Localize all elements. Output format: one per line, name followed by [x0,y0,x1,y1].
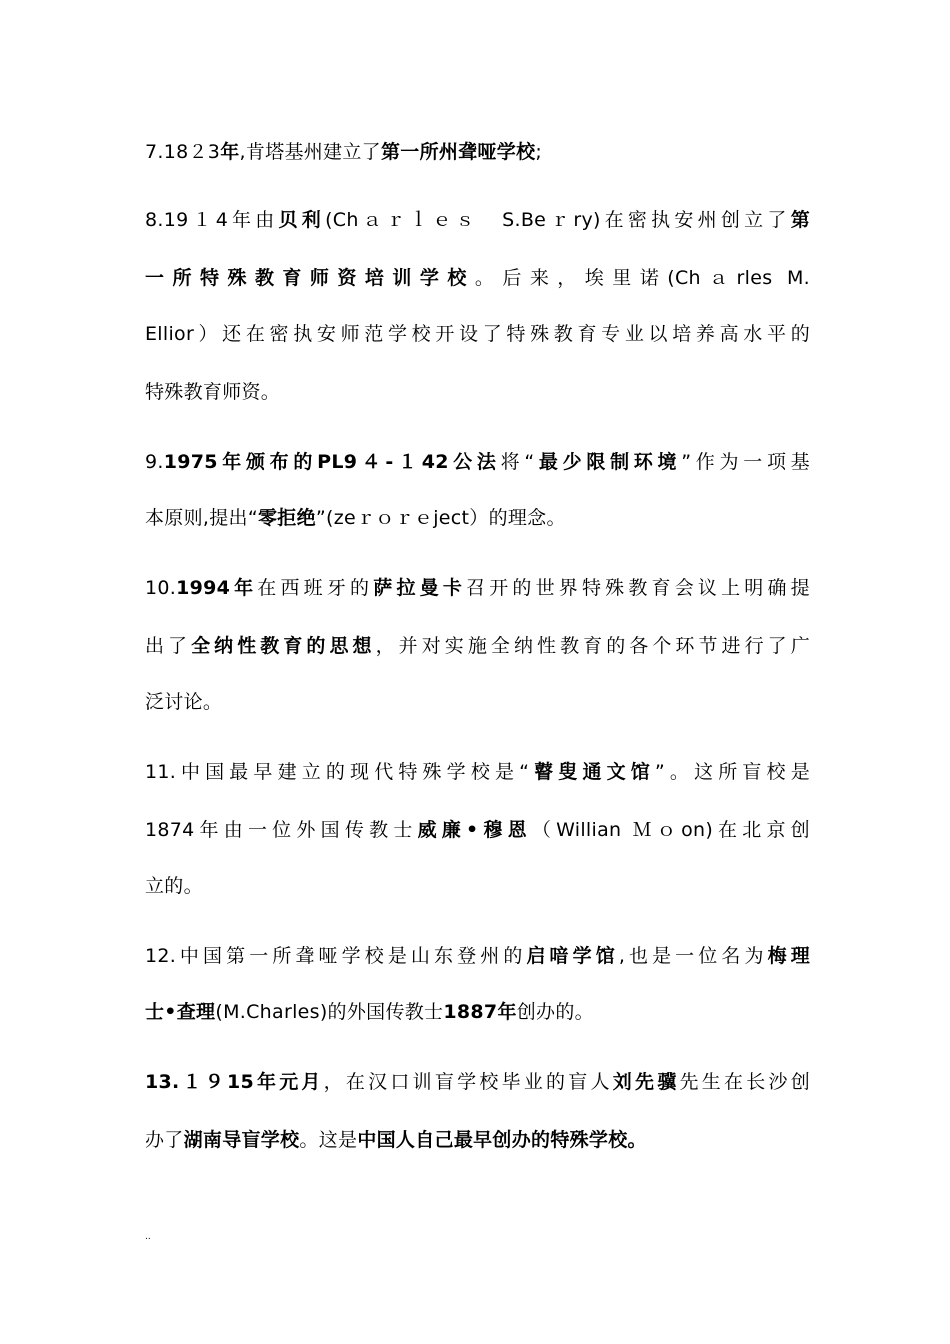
text-line [145,576,810,600]
bold-text-segment: 湖南导盲学校 [183,1129,300,1151]
text-line [145,380,810,404]
bold-text-segment: 第 [790,209,810,231]
text-line [145,760,810,784]
text-segment: ，在汉口训盲学校毕业的盲人 [323,1071,613,1093]
bold-text-segment: 13.１９15年元月 [145,1071,324,1093]
text-segment: (M.Charles)的外国传教士 [215,1001,444,1023]
text-segment: 11.中国最早建立的现代特殊学校是“ [145,761,530,783]
page-footer-mark: .. [145,1232,151,1242]
bold-text-segment: 威廉•穆恩 [417,819,532,841]
text-segment: 特殊教育师资。 [145,381,281,403]
text-line [145,450,810,474]
bold-text-segment: 年 [220,141,240,163]
text-segment: 将“ [500,451,535,473]
text-segment: 出了 [145,635,192,657]
bold-text-segment: 1975年颁布的PL9４-１42公法 [163,451,501,473]
text-line [145,140,810,164]
text-segment: 本原则,提出“ [145,507,258,529]
text-segment: 12.中国第一所聋哑学校是山东登州的 [145,945,527,967]
text-line [145,266,810,290]
text-segment: ”(zeｒｏｒｅject）的理念。 [315,507,566,529]
text-line [145,1128,810,1152]
bold-text-segment: 一所特殊教育师资培训学校 [145,267,475,289]
text-segment: 年由 [228,209,279,231]
text-segment: ,肯塔基州建立了 [239,141,381,163]
bold-text-segment: 1887年 [443,1001,517,1023]
text-segment: Ellior）还在密执安师范学校开设了特殊教育专业以培养高水平的 [145,323,810,345]
text-segment: 9. [145,451,164,473]
bold-text-segment: 零拒绝 [257,507,316,529]
text-segment: 召开的世界特殊教育会议上明确提 [466,577,810,599]
bold-text-segment: 第一所州聋哑学校 [380,141,536,163]
text-line [145,874,810,898]
text-segment: ; [535,141,543,163]
text-segment: ”。这所盲校是 [654,761,810,783]
bold-text-segment: 萨拉曼卡 [373,577,467,599]
text-segment: ,也是一位名为 [618,945,768,967]
text-segment: （Willian Ｍｏon)在北京创 [531,819,810,841]
text-line [145,322,810,346]
text-segment: ，并对实施全纳性教育的各个环节进行了广 [375,635,810,657]
text-line [145,1070,810,1094]
text-segment: 办了 [145,1129,184,1151]
bold-text-segment: 梅理 [767,945,810,967]
bold-text-segment: 最少限制环境 [534,451,682,473]
bold-text-segment: 刘先骥 [612,1071,680,1093]
bold-text-segment: 启喑学馆 [526,945,619,967]
text-segment: 。这是 [299,1129,358,1151]
bold-text-segment: 全纳性教育的思想 [191,635,376,657]
text-segment: 在西班牙的 [257,577,374,599]
text-line [145,208,810,232]
text-segment: ”作为一项基 [681,451,810,473]
text-segment: 立的。 [145,875,203,897]
text-line [145,634,810,658]
text-segment: 10. [145,577,177,599]
bold-text-segment: 中国人自己最早创办的特殊学校 [357,1129,628,1151]
bold-text-segment: 士•查理 [145,1001,216,1023]
text-line [145,944,810,968]
text-segment: 泛讨论。 [145,691,223,713]
text-line [145,690,810,714]
text-line [145,818,810,842]
text-segment: 8.19１4 [145,209,229,231]
text-segment: 创办的。 [516,1001,594,1023]
text-segment: 先生在长沙创 [679,1071,810,1093]
text-segment: 7.18２3 [145,141,221,163]
bold-text-segment: 瞽叟通文馆 [529,761,655,783]
bold-text-segment: 贝利 [278,209,326,231]
text-line [145,1000,810,1024]
text-line [145,506,810,530]
bold-text-segment: 。 [627,1129,647,1151]
text-segment: 1874年由一位外国传教士 [145,819,418,841]
bold-text-segment: 1994年 [176,577,258,599]
text-segment: 。后来，埃里诺(Chａrles M. [474,267,810,289]
text-segment: (Chａｒｌｅｓ S.Beｒry)在密执安州创立了 [325,209,791,231]
